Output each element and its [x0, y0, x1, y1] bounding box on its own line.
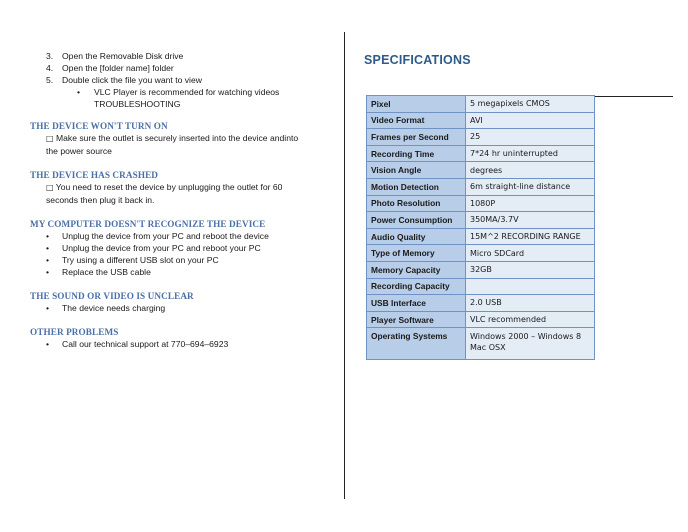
step-item: [30, 74, 336, 86]
checkbox-glyph-icon: □: [46, 134, 54, 143]
table-row: [367, 328, 595, 360]
step-item: [30, 50, 336, 62]
spec-key: USB Interface: [367, 295, 466, 312]
left-column: [30, 50, 336, 350]
list-item-text: Unplug the device from your PC and reboot your PC: [62, 243, 261, 253]
spec-key: Audio Quality: [367, 228, 466, 245]
bullet-list: [30, 230, 336, 278]
table-row: [367, 212, 595, 229]
spec-key: Player Software: [367, 311, 466, 328]
bullet-list: [30, 302, 336, 314]
spec-key: Photo Resolution: [367, 195, 466, 212]
specifications-title: SPECIFICATIONS: [364, 53, 471, 67]
spec-value-line: Mac OSX: [470, 343, 506, 353]
paragraph-line: the power source: [46, 146, 112, 156]
list-item: [30, 230, 336, 242]
spec-value: 5 megapixels CMOS: [466, 96, 595, 113]
table-row: [367, 278, 595, 295]
spec-key: Recording Time: [367, 145, 466, 162]
spec-key: Memory Capacity: [367, 261, 466, 278]
section-paragraph: [30, 132, 336, 145]
spec-value: 15M^2 RECORDING RANGE: [466, 228, 595, 245]
column-divider: [344, 32, 345, 499]
spec-value: AVI: [466, 112, 595, 129]
troubleshooting-label: TROUBLESHOOTING: [94, 99, 181, 109]
checkbox-glyph-icon: □: [46, 183, 54, 192]
spec-value-line: Windows 2000 – Windows 8: [470, 332, 582, 342]
list-item-text: Replace the USB cable: [62, 267, 151, 277]
spec-key: Operating Systems: [367, 328, 466, 360]
list-item-text: The device needs charging: [62, 303, 166, 313]
spec-key: Motion Detection: [367, 178, 466, 195]
list-item-text: Unplug the device from your PC and reboot the device: [62, 231, 269, 241]
spec-key: Frames per Second: [367, 129, 466, 146]
step-text: Double click the file you want to view: [62, 75, 202, 85]
spec-key: Type of Memory: [367, 245, 466, 262]
step-number: 3.: [46, 51, 54, 61]
section-heading: THE DEVICE WON'T TURN ON: [30, 121, 168, 131]
spec-value: 2.0 USB: [466, 295, 595, 312]
bullet-glyph: •: [77, 87, 81, 97]
table-row: [367, 228, 595, 245]
step-number: 4.: [46, 63, 54, 73]
spec-key: Vision Angle: [367, 162, 466, 179]
section-heading: OTHER PROBLEMS: [30, 327, 119, 337]
sub-item-text: VLC Player is recommended for watching videos: [94, 87, 280, 97]
paragraph-line: Make sure the outlet is securely inserted into the device andinto: [55, 133, 299, 143]
step-item: [30, 62, 336, 74]
bullet-glyph: •: [46, 267, 50, 277]
paragraph-line: seconds then plug it back in.: [46, 195, 155, 205]
table-row: [367, 162, 595, 179]
table-row: [367, 145, 595, 162]
bullet-glyph: •: [46, 303, 50, 313]
spec-value: 6m straight-line distance: [466, 178, 595, 195]
list-item-text: Try using a different USB slot on your PC: [62, 255, 219, 265]
spec-value: degrees: [466, 162, 595, 179]
step-text: Open the Removable Disk drive: [62, 51, 184, 61]
spec-value: 25: [466, 129, 595, 146]
spec-value: Micro SDCard: [466, 245, 595, 262]
section-heading: MY COMPUTER DOESN'T RECOGNIZE THE DEVICE: [30, 219, 266, 229]
bullet-glyph: •: [46, 339, 50, 349]
spec-value: [466, 278, 595, 295]
table-row: [367, 295, 595, 312]
steps-list: [30, 50, 336, 86]
list-item-text: Call our technical support at 770–694–6923: [62, 339, 229, 349]
bullet-glyph: •: [46, 243, 50, 253]
section-paragraph: [30, 181, 336, 194]
list-item: [30, 302, 336, 314]
table-row: [367, 129, 595, 146]
bullet-glyph: •: [46, 231, 50, 241]
sub-item: [30, 86, 336, 98]
spec-key: Power Consumption: [367, 212, 466, 229]
list-item: [30, 266, 336, 278]
spec-value: 350MA/3.7V: [466, 212, 595, 229]
spec-key: Pixel: [367, 96, 466, 113]
table-row: [367, 112, 595, 129]
spec-key: Video Format: [367, 112, 466, 129]
specifications-table: [366, 95, 595, 360]
list-item: [30, 338, 336, 350]
list-item: [30, 242, 336, 254]
step-text: Open the [folder name] folder: [62, 63, 174, 73]
spec-value: 1080P: [466, 195, 595, 212]
list-item: [30, 254, 336, 266]
spec-value: [466, 328, 595, 360]
section-heading: THE SOUND OR VIDEO IS UNCLEAR: [30, 291, 194, 301]
bullet-glyph: •: [46, 255, 50, 265]
table-row: [367, 178, 595, 195]
top-rule: [595, 96, 673, 97]
step-number: 5.: [46, 75, 54, 85]
bullet-list: [30, 338, 336, 350]
paragraph-line: You need to reset the device by unplugging the outlet for 60: [55, 182, 283, 192]
section-heading: THE DEVICE HAS CRASHED: [30, 170, 159, 180]
spec-value: 32GB: [466, 261, 595, 278]
spec-value: 7*24 hr uninterrupted: [466, 145, 595, 162]
table-row: [367, 245, 595, 262]
spec-key: Recording Capacity: [367, 278, 466, 295]
spec-value: VLC recommended: [466, 311, 595, 328]
table-row: [367, 261, 595, 278]
table-row: [367, 195, 595, 212]
table-row: [367, 96, 595, 113]
table-row: [367, 311, 595, 328]
